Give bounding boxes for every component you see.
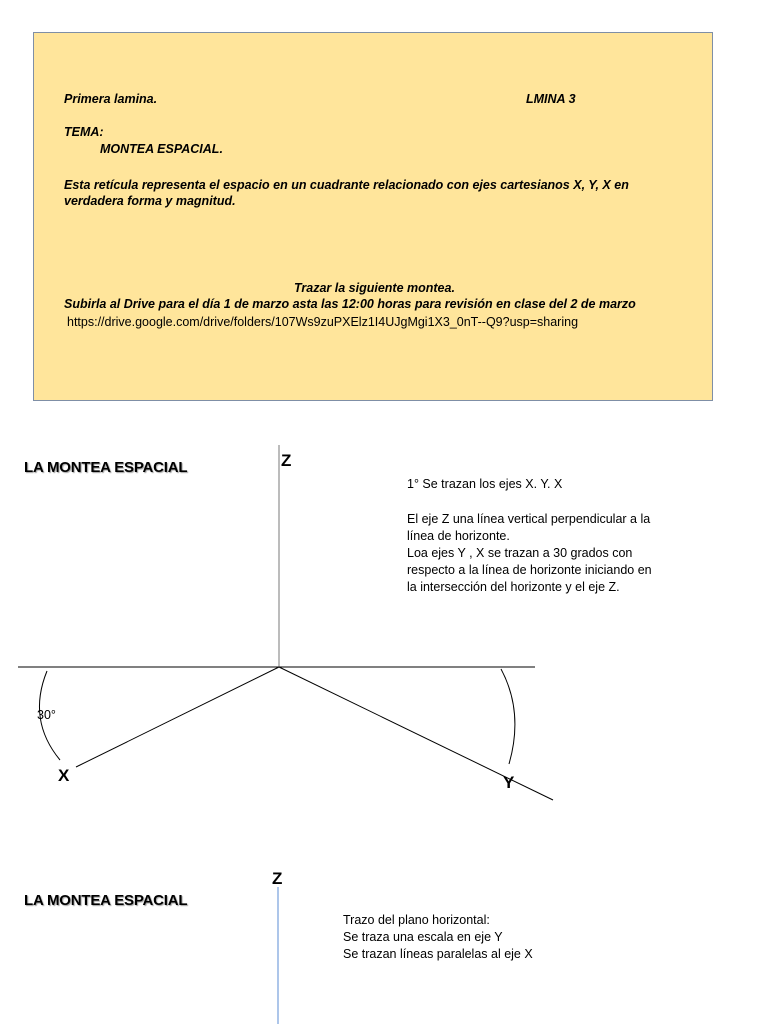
section-title-2: LA MONTEA ESPACIAL — [24, 892, 188, 909]
x-axis-line — [76, 667, 279, 767]
drive-link[interactable]: https://drive.google.com/drive/folders/107Ws9zuPXElz1I4UJgMgi1X3_0nT--Q9?usp=sharing — [67, 315, 579, 329]
plane-text-line: Se traza una escala en eje Y — [343, 930, 503, 944]
angle-arc-right — [501, 669, 515, 764]
sheet-number: LMINA 3 — [526, 92, 576, 106]
description-line-1: Esta retícula representa el espacio en un cuadrante relacionado con ejes cartesianos X, Y, X en — [64, 178, 629, 192]
plane-text-line: Se trazan líneas paralelas al eje X — [343, 947, 533, 961]
topic-label: TEMA: — [64, 125, 104, 139]
explanation-line: El eje Z una línea vertical perpendicular a la — [407, 512, 651, 526]
sheet-name: Primera lamina. — [64, 92, 158, 106]
plane-text-line: Trazo del plano horizontal: — [343, 913, 490, 927]
angle-label: 30° — [37, 708, 56, 722]
description-line-2: verdadera forma y magnitud. — [64, 194, 236, 208]
deadline-text: Subirla al Drive para el día 1 de marzo asta las 12:00 horas para revisión en clase del 2 de marzo — [64, 297, 636, 311]
z-axis-label: Z — [281, 451, 292, 470]
explanation-line: Loa ejes Y , X se trazan a 30 grados con — [407, 546, 633, 560]
z-axis-label-2: Z — [272, 869, 283, 888]
y-axis-label: Y — [503, 773, 515, 792]
step-text: 1° Se trazan los ejes X. Y. X — [407, 477, 563, 491]
section-title: LA MONTEA ESPACIAL — [24, 459, 188, 476]
instruction: Trazar la siguiente montea. — [294, 281, 455, 295]
explanation-line: la intersección del horizonte y el eje Z. — [407, 580, 620, 594]
explanation-line: respecto a la línea de horizonte iniciando en — [407, 563, 652, 577]
topic-value: MONTEA ESPACIAL. — [100, 142, 223, 156]
explanation-line: línea de horizonte. — [407, 529, 510, 543]
x-axis-label: X — [58, 766, 70, 785]
